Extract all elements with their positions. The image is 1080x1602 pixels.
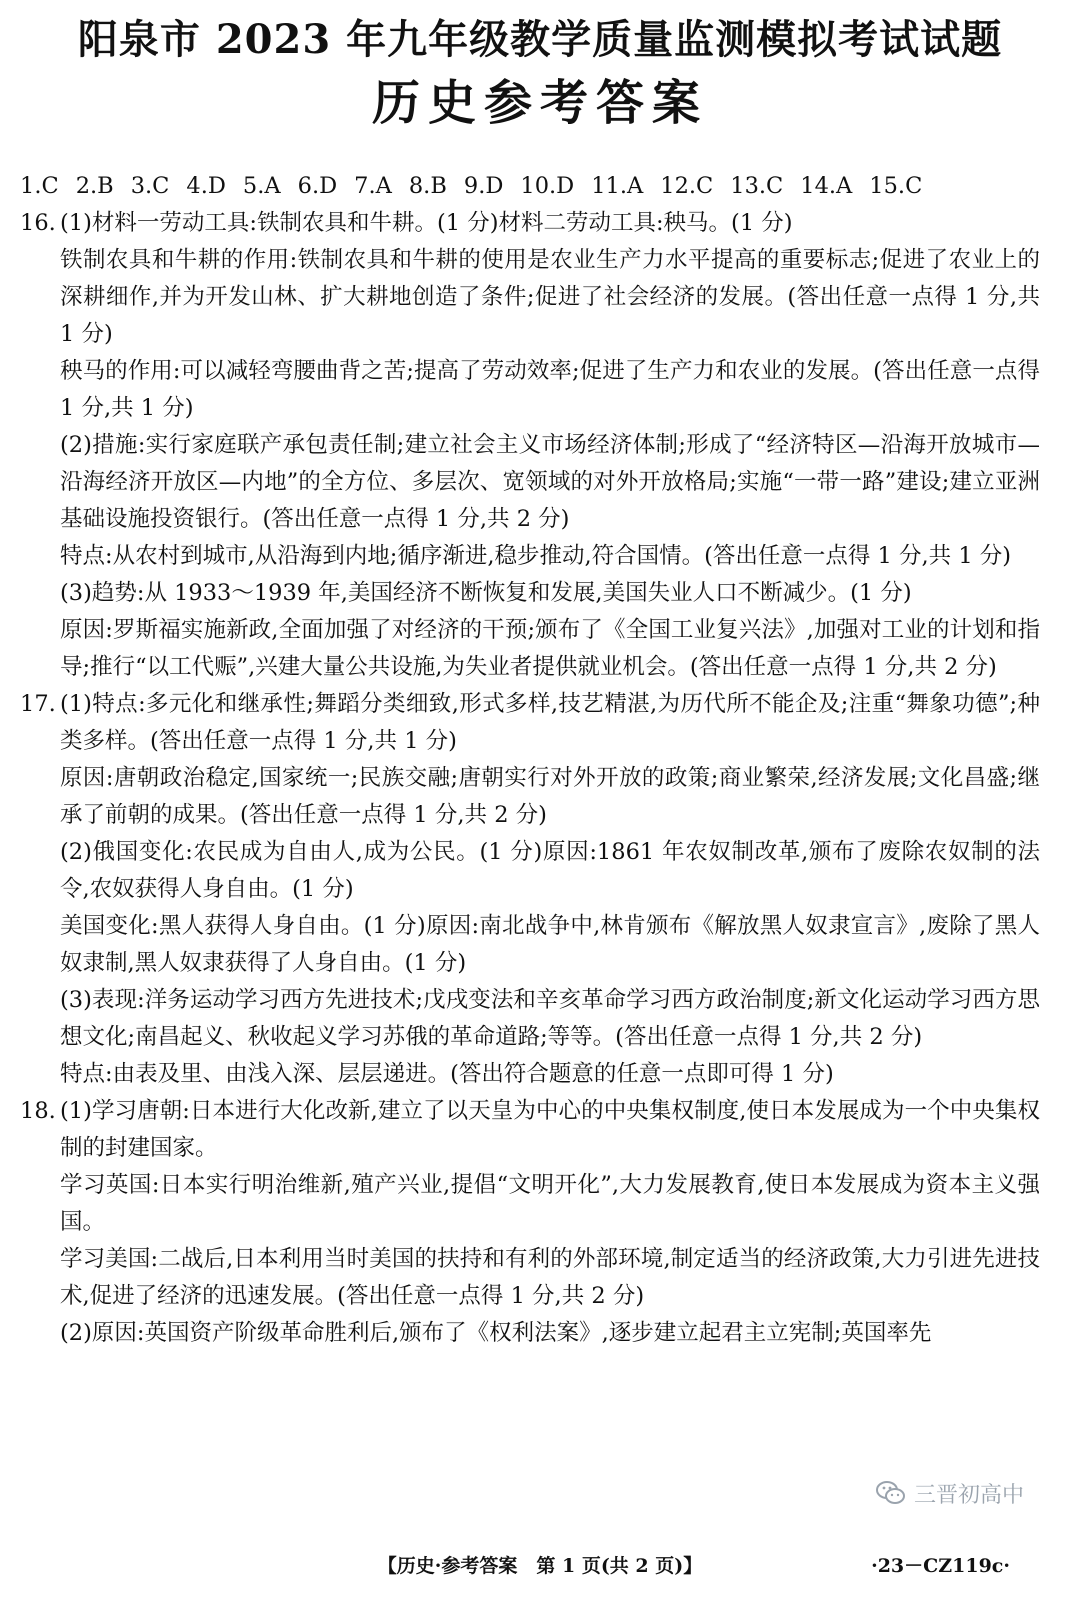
answer-content bbox=[20, 168, 1040, 1352]
question-number: 16. bbox=[20, 210, 56, 236]
question-number: 17. bbox=[20, 691, 56, 717]
mc-answer: 13.C bbox=[730, 173, 784, 199]
answer-paragraph: (3)趋势:从 1933～1939 年,美国经济不断恢复和发展,美国失业人口不断减少。(1 分) bbox=[60, 580, 912, 606]
mc-answer: 2.B bbox=[75, 173, 114, 199]
answer-paragraph: 学习美国:二战后,日本利用当时美国的扶持和有利的外部环境,制定适当的经济政策,大力引进先进技术,促进了经济的迅速发展。(答出任意一点得 1 分,共 2 分) bbox=[60, 1246, 1040, 1309]
mc-answer: 9.D bbox=[463, 173, 504, 199]
mc-answer: 12.C bbox=[660, 173, 714, 199]
page-title: 阳泉市 2023 年九年级教学质量监测模拟考试试题 bbox=[77, 16, 1003, 63]
question-16 bbox=[20, 205, 1040, 686]
mc-answer: 10.D bbox=[520, 173, 575, 199]
answer-paragraph: (2)措施:实行家庭联产承包责任制;建立社会主义市场经济体制;形成了“经济特区—沿海开放城市—沿海经济开放区—内地”的全方位、多层次、宽领域的对外开放格局;实施“一带一路”建设;建立亚洲基础设施投资银行。(答出任意一点得 1 分,共 2 分) bbox=[60, 432, 1040, 532]
mc-answer: 1.C bbox=[20, 173, 59, 199]
multiple-choice-answers bbox=[20, 168, 1040, 205]
answer-paragraph: 特点:由表及里、由浅入深、层层递进。(答出符合题意的任意一点即可得 1 分) bbox=[60, 1061, 834, 1087]
answer-paragraph: (1)学习唐朝:日本进行大化改新,建立了以天皇为中心的中央集权制度,使日本发展成为一个中央集权制的封建国家。 bbox=[60, 1098, 1040, 1161]
footer-page-info: 【历史·参考答案 第 1 页(共 2 页)】 bbox=[377, 1555, 703, 1577]
mc-answer: 5.A bbox=[242, 173, 281, 199]
watermark-text: 三晋初高中 bbox=[913, 1482, 1024, 1508]
mc-answer: 11.A bbox=[591, 173, 644, 199]
mc-answer: 4.D bbox=[186, 173, 226, 199]
page-subtitle: 历史参考答案 bbox=[371, 75, 708, 131]
answer-paragraph: 原因:唐朝政治稳定,国家统一;民族交融;唐朝实行对外开放的政策;商业繁荣,经济发展;文化昌盛;继承了前朝的成果。(答出任意一点得 1 分,共 2 分) bbox=[60, 765, 1040, 828]
mc-answer: 3.C bbox=[130, 173, 170, 199]
question-18 bbox=[20, 1093, 1040, 1352]
mc-answer: 6.D bbox=[297, 173, 338, 199]
mc-answer: 15.C bbox=[869, 173, 923, 199]
answer-paragraph: (2)原因:英国资产阶级革命胜利后,颁布了《权利法案》,逐步建立起君主立宪制;英国率先 bbox=[60, 1320, 932, 1346]
watermark bbox=[876, 1476, 1024, 1510]
mc-answer: 7.A bbox=[354, 173, 392, 199]
answer-paragraph: 铁制农具和牛耕的作用:铁制农具和牛耕的使用是农业生产力水平提高的重要标志;促进了农业上的深耕细作,并为开发山林、扩大耕地创造了条件;促进了社会经济的发展。(答出任意一点得 1 分,共 1 分) bbox=[60, 247, 1040, 347]
question-number: 18. bbox=[20, 1098, 56, 1124]
answer-paragraph: 秧马的作用:可以减轻弯腰曲背之苦;提高了劳动效率;促进了生产力和农业的发展。(答出任意一点得 1 分,共 1 分) bbox=[60, 358, 1040, 421]
page-footer bbox=[0, 1548, 1080, 1584]
mc-answer: 8.B bbox=[408, 173, 447, 199]
answer-paragraph: (1)特点:多元化和继承性;舞蹈分类细致,形式多样,技艺精湛,为历代所不能企及;注重“舞象功德”;种类多样。(答出任意一点得 1 分,共 1 分) bbox=[60, 691, 1040, 754]
answer-paragraph: (2)俄国变化:农民成为自由人,成为公民。(1 分)原因:1861 年农奴制改革,颁布了废除农奴制的法令,农奴获得人身自由。(1 分) bbox=[60, 839, 1040, 902]
answer-paragraph: 特点:从农村到城市,从沿海到内地;循序渐进,稳步推动,符合国情。(答出任意一点得 1 分,共 1 分) bbox=[60, 543, 1012, 569]
wechat-icon bbox=[876, 1480, 906, 1506]
question-17 bbox=[20, 686, 1040, 1093]
answer-paragraph: 美国变化:黑人获得人身自由。(1 分)原因:南北战争中,林肯颁布《解放黑人奴隶宣言》,废除了黑人奴隶制,黑人奴隶获得了人身自由。(1 分) bbox=[60, 913, 1040, 976]
answer-paragraph: (1)材料一劳动工具:铁制农具和牛耕。(1 分)材料二劳动工具:秧马。(1 分) bbox=[60, 210, 793, 236]
mc-answer: 14.A bbox=[800, 173, 853, 199]
answer-paragraph: 学习英国:日本实行明治维新,殖产兴业,提倡“文明开化”,大力发展教育,使日本发展成为资本主义强国。 bbox=[60, 1172, 1040, 1235]
answer-paragraph: (3)表现:洋务运动学习西方先进技术;戊戌变法和辛亥革命学习西方政治制度;新文化运动学习西方思想文化;南昌起义、秋收起义学习苏俄的革命道路;等等。(答出任意一点得 1 分,共 2 分) bbox=[60, 987, 1040, 1050]
footer-code: ·23－CZ119c· bbox=[871, 1555, 1010, 1577]
answer-paragraph: 原因:罗斯福实施新政,全面加强了对经济的干预;颁布了《全国工业复兴法》,加强对工业的计划和指导;推行“以工代赈”,兴建大量公共设施,为失业者提供就业机会。(答出任意一点得 1 分,共 2 分) bbox=[60, 617, 1040, 680]
